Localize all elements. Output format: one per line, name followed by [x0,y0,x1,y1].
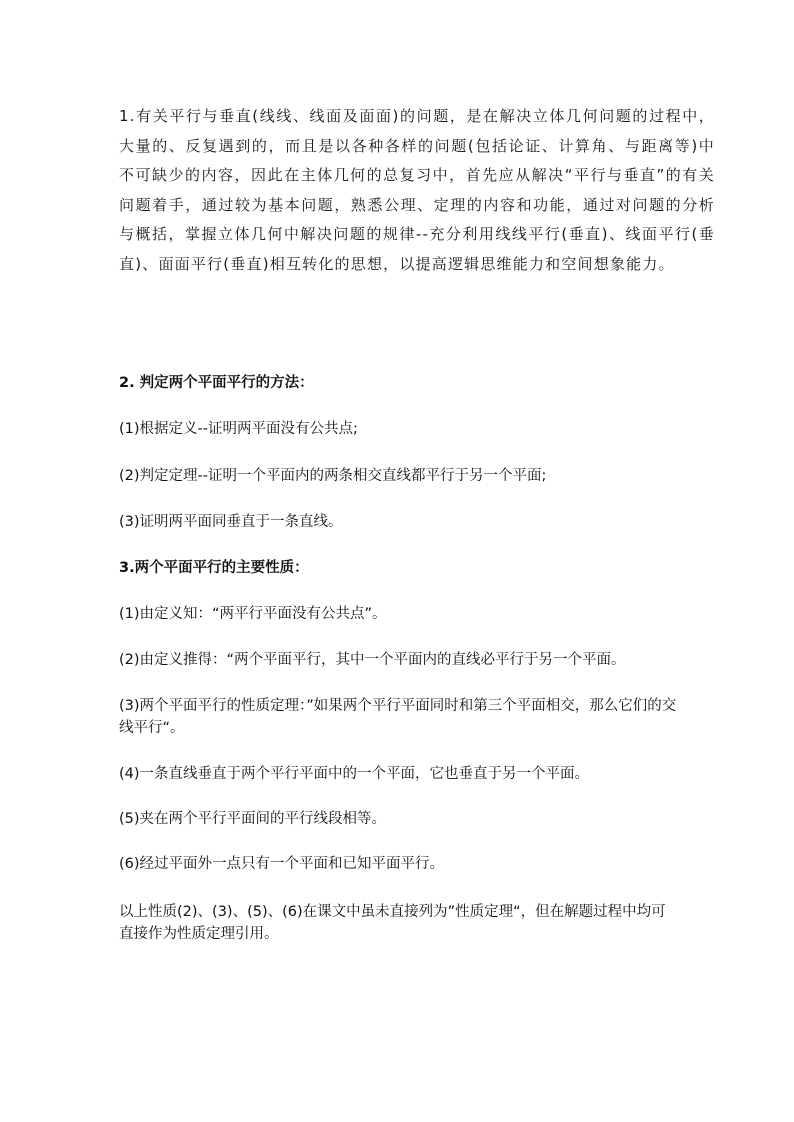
section-3-item-6: (6)经过平面外一点只有一个平面和已知平面平行。 [119,856,445,872]
section-3-item-5: (5)夹在两个平行平面间的平行线段相等。 [119,811,387,827]
section-3-item-4: (4)一条直线垂直于两个平行平面中的一个平面，它也垂直于另一个平面。 [119,766,590,782]
section-2-heading: 2. 判定两个平面平行的方法： [119,375,314,391]
section-2-item-2: (2)判定定理--证明一个平面内的两条相交直线都平行于另一个平面; [119,468,547,484]
section-2-item-3: (3)证明两平面同垂直于一条直线。 [119,514,343,530]
section-3-item-1: (1)由定义知：“两平行平面没有公共点”。 [119,606,387,622]
section-2-item-1: (1)根据定义--证明两平面没有公共点; [119,421,358,437]
section-3-item-3: (3)两个平面平行的性质定理：”如果两个平行平面同时和第三个平面相交，那么它们的交线平行“。 [119,698,677,736]
section-3-item-2: (2)由定义推得：“两个平面平行，其中一个平面内的直线必平行于另一个平面。 [119,652,626,668]
section-3-heading: 3.两个平面平行的主要性质： [119,560,309,576]
conclusion-paragraph: 以上性质(2)、(3)、(5)、(6)在课文中虽未直接列为”性质定理“，但在解题过程中均可直接作为性质定理引用。 [119,904,666,942]
intro-paragraph: 1.有关平行与垂直(线线、线面及面面)的问题，是在解决立体几何问题的过程中，大量的、反复遇到的，而且是以各种各样的问题(包括论证、计算角、与距离等)中不可缺少的内容，因此在主体几何的总复习中，首先应从解决“平行与垂直”的有关问题着手，通过较为基本问题，熟悉公理、定理的内容和功能，通过对问题的分析与概括，掌握立体几何中解决问题的规律--充分利用线线平行(垂直)、线面平行(垂直)、面面平行(垂直)相互转化的思想，以提高逻辑思维能力和空间想象能力。 [119,107,715,273]
